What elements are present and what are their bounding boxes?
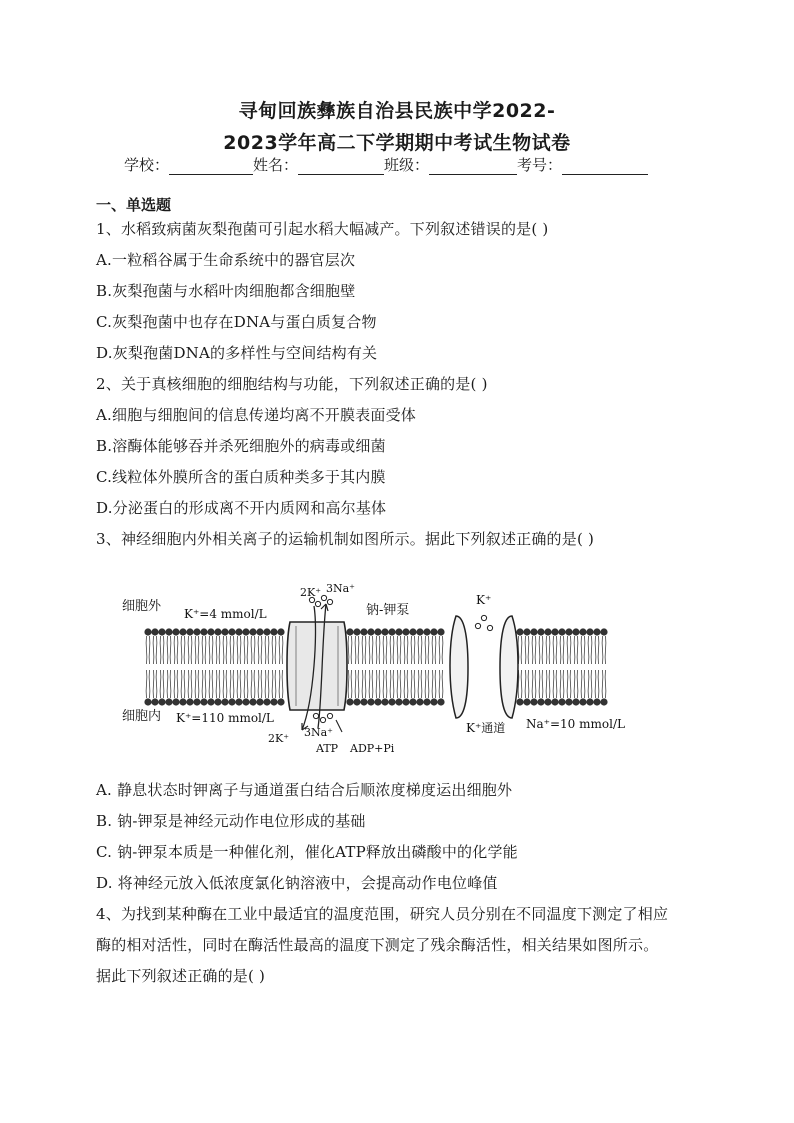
lipid-head xyxy=(579,698,586,705)
lipid-head xyxy=(346,628,353,635)
lipid-head xyxy=(388,698,395,705)
lipid-head xyxy=(395,698,402,705)
lipid-head xyxy=(565,628,572,635)
lipid-tail xyxy=(404,670,408,698)
lipid-head xyxy=(249,628,256,635)
lipid-head xyxy=(151,628,158,635)
lipid-head xyxy=(151,698,158,705)
lipid-tail xyxy=(237,670,241,698)
lipid-tail xyxy=(146,670,150,698)
lipid-tail xyxy=(432,670,436,698)
lipid-head xyxy=(600,628,607,635)
lipid-tail xyxy=(404,636,408,664)
lipid-tail xyxy=(397,636,401,664)
question-4-stem-line1: 4、为找到某种酶在工业中最适宜的温度范围，研究人员分别在不同温度下测定了相应 xyxy=(96,905,669,923)
lipid-tail xyxy=(216,636,220,664)
question-1-option-a: A.一粒稻谷属于生命系统中的器官层次 xyxy=(96,251,356,269)
question-2-option-c: C.线粒体外膜所含的蛋白质种类多于其内膜 xyxy=(96,468,386,486)
lipid-tail xyxy=(348,670,352,698)
lipid-head xyxy=(270,698,277,705)
sodium-potassium-pump xyxy=(287,595,347,732)
lipid-tail xyxy=(153,670,157,698)
lipid-tail xyxy=(202,636,206,664)
lipid-head xyxy=(277,698,284,705)
lipid-tail xyxy=(567,670,571,698)
lipid-head xyxy=(242,698,249,705)
lipid-head xyxy=(346,698,353,705)
lipid-head xyxy=(544,628,551,635)
lipid-tail xyxy=(390,670,394,698)
pump-bottom-na-label: 3Na⁺ xyxy=(304,726,333,739)
lipid-head xyxy=(395,628,402,635)
lipid-head xyxy=(144,698,151,705)
lipid-head xyxy=(402,628,409,635)
lipid-head xyxy=(572,628,579,635)
class-label: 班级： xyxy=(384,156,430,174)
lipid-head xyxy=(523,698,530,705)
lipid-tail xyxy=(588,670,592,698)
lipid-head xyxy=(200,628,207,635)
lipid-head xyxy=(530,628,537,635)
lipid-head xyxy=(172,698,179,705)
lipid-tail xyxy=(355,670,359,698)
lipid-tail xyxy=(376,670,380,698)
lipid-head xyxy=(558,628,565,635)
lipid-tail xyxy=(348,636,352,664)
lipid-tail xyxy=(167,636,171,664)
lipid-tail xyxy=(244,636,248,664)
lipid-head xyxy=(263,698,270,705)
lipid-tail xyxy=(369,670,373,698)
lipid-tail xyxy=(390,636,394,664)
lipid-tail xyxy=(265,636,269,664)
lipid-head xyxy=(523,628,530,635)
question-1-option-d: D.灰梨孢菌DNA的多样性与空间结构有关 xyxy=(96,344,378,362)
lipid-tail xyxy=(411,670,415,698)
lipid-tail xyxy=(581,670,585,698)
lipid-head xyxy=(388,628,395,635)
lipid-tail xyxy=(418,636,422,664)
outside-cell-label: 细胞外 xyxy=(122,599,162,614)
lipid-head xyxy=(221,698,228,705)
lipid-tail xyxy=(230,636,234,664)
lipid-tail xyxy=(546,636,550,664)
name-blank[interactable] xyxy=(298,158,384,175)
class-blank[interactable] xyxy=(429,158,517,175)
question-2-stem: 2、关于真核细胞的细胞结构与功能，下列叙述正确的是( ) xyxy=(96,375,488,393)
lipid-head xyxy=(263,628,270,635)
lipid-tail xyxy=(369,636,373,664)
lipid-head xyxy=(179,628,186,635)
k-inside-concentration: K⁺=110 mmol/L xyxy=(176,711,274,725)
lipid-tail xyxy=(272,670,276,698)
pump-name-label: 钠-钾泵 xyxy=(366,603,410,618)
lipid-head xyxy=(353,698,360,705)
question-1-stem: 1、水稻致病菌灰梨孢菌可引起水稻大幅减产。下列叙述错误的是( ) xyxy=(96,220,549,238)
atp-label: ATP xyxy=(316,742,339,755)
question-2-option-a: A.细胞与细胞间的信息传递均离不开膜表面受体 xyxy=(96,406,417,424)
lipid-tail xyxy=(195,636,199,664)
lipid-head xyxy=(228,698,235,705)
lipid-tail xyxy=(439,636,443,664)
lipid-tail xyxy=(223,636,227,664)
pump-top-k-label: 2K⁺ xyxy=(300,586,322,599)
lipid-head xyxy=(214,698,221,705)
lipid-head xyxy=(586,698,593,705)
lipid-tail xyxy=(265,670,269,698)
lipid-tail xyxy=(539,670,543,698)
lipid-head xyxy=(270,628,277,635)
lipid-head xyxy=(207,698,214,705)
lipid-tail xyxy=(251,670,255,698)
lipid-tail xyxy=(251,636,255,664)
na-inside-concentration: Na⁺=10 mmol/L xyxy=(526,717,625,731)
lipid-head xyxy=(249,698,256,705)
lipid-head xyxy=(186,628,193,635)
lipid-tail xyxy=(202,670,206,698)
lipid-head xyxy=(565,698,572,705)
lipid-head xyxy=(551,628,558,635)
lipid-head xyxy=(402,698,409,705)
lipid-head xyxy=(586,628,593,635)
lipid-tail xyxy=(602,670,606,698)
lipid-head xyxy=(409,628,416,635)
lipid-tail xyxy=(167,670,171,698)
lipid-head xyxy=(367,698,374,705)
question-3-option-d: D. 将神经元放入低浓度氯化钠溶液中，会提高动作电位峰值 xyxy=(96,874,498,892)
exam-title-line1: 寻甸回族彝族自治县民族中学2022- xyxy=(238,100,556,122)
lipid-tail xyxy=(279,670,283,698)
lipid-head xyxy=(579,628,586,635)
lipid-head xyxy=(551,698,558,705)
lipid-tail xyxy=(160,670,164,698)
lipid-tail xyxy=(560,670,564,698)
lipid-tail xyxy=(188,670,192,698)
lipid-head xyxy=(416,698,423,705)
lipid-tail xyxy=(602,636,606,664)
lipid-head xyxy=(430,628,437,635)
lipid-tail xyxy=(532,670,536,698)
lipid-tail xyxy=(209,636,213,664)
lipid-head xyxy=(374,628,381,635)
lipid-tail xyxy=(439,670,443,698)
lipid-head xyxy=(172,628,179,635)
lipid-head xyxy=(430,698,437,705)
k-outside-concentration: K⁺=4 mmol/L xyxy=(184,607,267,621)
lipid-tail xyxy=(525,670,529,698)
lipid-head xyxy=(235,628,242,635)
lipid-tail xyxy=(425,670,429,698)
lipid-head xyxy=(214,628,221,635)
lipid-tail xyxy=(362,636,366,664)
lipid-tail xyxy=(188,636,192,664)
lipid-tail xyxy=(174,636,178,664)
lipid-tail xyxy=(411,636,415,664)
lipid-tail xyxy=(362,670,366,698)
lipid-tail xyxy=(230,670,234,698)
lipid-tail xyxy=(223,670,227,698)
lipid-head xyxy=(277,628,284,635)
lipid-head xyxy=(221,628,228,635)
lipid-tail xyxy=(146,636,150,664)
lipid-tail xyxy=(216,670,220,698)
lipid-head xyxy=(165,698,172,705)
section-heading: 一、单选题 xyxy=(96,196,172,214)
lipid-head xyxy=(558,698,565,705)
lipid-head xyxy=(537,628,544,635)
lipid-tail xyxy=(418,670,422,698)
question-1-option-c: C.灰梨孢菌中也存在DNA与蛋白质复合物 xyxy=(96,313,377,331)
lipid-tail xyxy=(581,636,585,664)
lipid-tail xyxy=(574,670,578,698)
question-2-option-b: B.溶酶体能够吞并杀死细胞外的病毒或细菌 xyxy=(96,437,386,455)
lipid-tail xyxy=(432,636,436,664)
lipid-head xyxy=(179,698,186,705)
lipid-head xyxy=(409,698,416,705)
lipid-tail xyxy=(553,670,557,698)
exam-number-label: 考号： xyxy=(517,156,563,174)
lipid-head xyxy=(530,698,537,705)
exam-title-line2: 2023学年高二下学期期中考试生物试卷 xyxy=(223,132,571,154)
question-3-option-b: B. 钠-钾泵是神经元动作电位形成的基础 xyxy=(96,812,366,830)
lipid-tail xyxy=(244,670,248,698)
lipid-head xyxy=(593,628,600,635)
lipid-tail xyxy=(588,636,592,664)
student-info-row xyxy=(124,154,648,175)
lipid-head xyxy=(537,698,544,705)
lipid-head xyxy=(158,698,165,705)
lipid-head xyxy=(516,698,523,705)
lipid-head xyxy=(516,628,523,635)
lipid-head xyxy=(367,628,374,635)
question-3-option-c: C. 钠-钾泵本质是一种催化剂，催化ATP释放出磷酸中的化学能 xyxy=(96,843,518,861)
lipid-head xyxy=(235,698,242,705)
lipid-tail xyxy=(258,670,262,698)
lipid-head xyxy=(381,628,388,635)
lipid-head xyxy=(256,698,263,705)
school-label: 学校： xyxy=(124,156,170,174)
k-channel-label: K⁺通道 xyxy=(466,721,506,735)
school-blank[interactable] xyxy=(169,158,253,175)
lipid-tail xyxy=(425,636,429,664)
lipid-head xyxy=(437,628,444,635)
lipid-head xyxy=(228,628,235,635)
lipid-tail xyxy=(595,636,599,664)
lipid-tail xyxy=(539,636,543,664)
inside-cell-label: 细胞内 xyxy=(122,709,162,724)
lipid-tail xyxy=(525,636,529,664)
potassium-channel xyxy=(450,615,518,718)
lipid-head xyxy=(242,628,249,635)
lipid-tail xyxy=(567,636,571,664)
membrane-transport-diagram xyxy=(118,580,638,756)
lipid-tail xyxy=(272,636,276,664)
lipid-head xyxy=(165,628,172,635)
lipid-tail xyxy=(153,636,157,664)
lipid-head xyxy=(600,698,607,705)
lipid-tail xyxy=(560,636,564,664)
lipid-tail xyxy=(209,670,213,698)
lipid-tail xyxy=(258,636,262,664)
lipid-tail xyxy=(279,636,283,664)
lipid-head xyxy=(593,698,600,705)
lipid-head xyxy=(544,698,551,705)
lipid-tail xyxy=(181,636,185,664)
lipid-head xyxy=(374,698,381,705)
lipid-tail xyxy=(383,670,387,698)
lipid-tail xyxy=(355,636,359,664)
lipid-tail xyxy=(237,636,241,664)
lipid-tail xyxy=(376,636,380,664)
lipid-tail xyxy=(160,636,164,664)
question-3-stem: 3、神经细胞内外相关离子的运输机制如图所示。据此下列叙述正确的是( ) xyxy=(96,530,595,548)
question-4-stem-line3: 据此下列叙述正确的是( ) xyxy=(96,967,266,985)
lipid-head xyxy=(186,698,193,705)
lipid-head xyxy=(144,628,151,635)
lipid-head xyxy=(200,698,207,705)
lipid-tail xyxy=(532,636,536,664)
lipid-tail xyxy=(383,636,387,664)
question-3-option-a: A. 静息状态时钾离子与通道蛋白结合后顺浓度梯度运出细胞外 xyxy=(96,781,513,799)
lipid-head xyxy=(572,698,579,705)
pump-bottom-k-label: 2K⁺ xyxy=(268,732,290,745)
lipid-tail xyxy=(546,670,550,698)
phospholipid-bilayer xyxy=(144,628,607,705)
lipid-head xyxy=(193,698,200,705)
lipid-tail xyxy=(595,670,599,698)
lipid-head xyxy=(381,698,388,705)
lipid-tail xyxy=(518,670,522,698)
lipid-head xyxy=(353,628,360,635)
question-4-stem-line2: 酶的相对活性，同时在酶活性最高的温度下测定了残余酶活性，相关结果如图所示。 xyxy=(96,936,659,954)
channel-k-ion-label: K⁺ xyxy=(476,593,492,607)
lipid-tail xyxy=(553,636,557,664)
lipid-head xyxy=(193,628,200,635)
question-1-option-b: B.灰梨孢菌与水稻叶肉细胞都含细胞壁 xyxy=(96,282,356,300)
lipid-head xyxy=(360,628,367,635)
lipid-tail xyxy=(397,670,401,698)
lipid-head xyxy=(437,698,444,705)
lipid-head xyxy=(360,698,367,705)
lipid-head xyxy=(423,628,430,635)
question-2-option-d: D.分泌蛋白的形成离不开内质网和高尔基体 xyxy=(96,499,387,517)
lipid-head xyxy=(256,628,263,635)
exam-number-blank[interactable] xyxy=(562,158,648,175)
lipid-head xyxy=(207,628,214,635)
adp-label: ADP+Pi xyxy=(350,742,395,755)
name-label: 姓名： xyxy=(253,156,299,174)
lipid-head xyxy=(158,628,165,635)
lipid-head xyxy=(416,628,423,635)
lipid-tail xyxy=(574,636,578,664)
pump-top-na-label: 3Na⁺ xyxy=(326,582,355,595)
lipid-tail xyxy=(195,670,199,698)
lipid-tail xyxy=(174,670,178,698)
lipid-tail xyxy=(181,670,185,698)
lipid-head xyxy=(423,698,430,705)
